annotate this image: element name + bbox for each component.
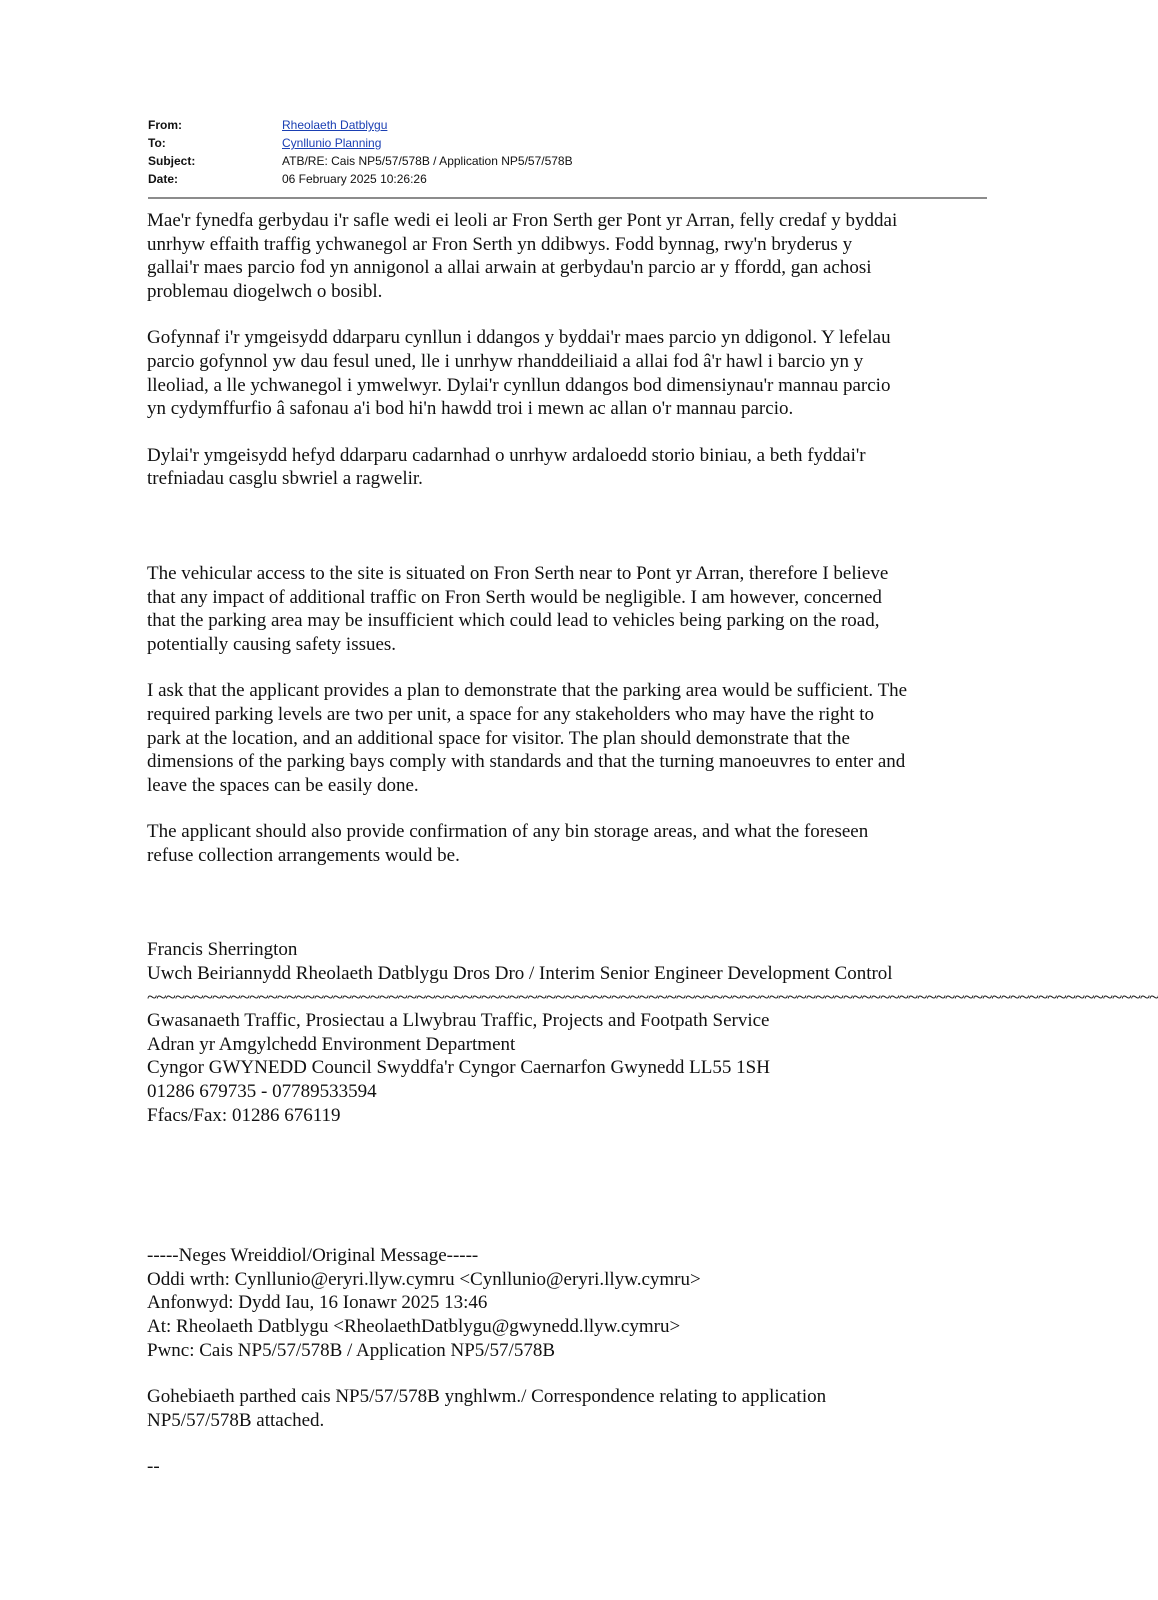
email-header [148, 116, 988, 188]
to-link[interactable]: Cynllunio Planning [282, 136, 382, 150]
signature-name: Francis Sherrington [147, 939, 298, 961]
english-paragraph-3: The applicant should also provide confirmation of any bin storage areas, and what the foreseen refuse collection arrangements would be. [147, 821, 869, 866]
signature-title: Uwch Beiriannydd Rheolaeth Datblygu Dros Dro / Interim Senior Engineer Development Control [147, 963, 893, 985]
to-row [148, 134, 988, 152]
original-subject: Pwnc: Cais NP5/57/578B / Application NP5/57/578B [147, 1339, 555, 1361]
english-paragraph-1: The vehicular access to the site is situated on Fron Serth near to Pont yr Arran, therefore I believe that any impact of additional traffic on Fron Serth would be negligible. I am however, concerned that the parking area may be insufficient which could lead to vehicles being parking on the road, potentially causing safety issues. [147, 562, 889, 655]
signature-service: Gwasanaeth Traffic, Prosiectau a Llwybrau Traffic, Projects and Footpath Service [147, 1010, 770, 1032]
date-value: 06 February 2025 10:26:26 [282, 172, 427, 186]
from-row [148, 116, 988, 134]
date-label: Date: [148, 172, 179, 186]
signature-council: Cyngor GWYNEDD Council Swyddfa'r Cyngor Caernarfon Gwynedd LL55 1SH [147, 1057, 770, 1079]
signature-phone: 01286 679735 - 07789533594 [147, 1081, 377, 1103]
subject-value: ATB/RE: Cais NP5/57/578B / Application NP5/57/578B [282, 154, 573, 168]
signature-department: Adran yr Amgylchedd Environment Department [147, 1033, 516, 1055]
original-body: Gohebiaeth parthed cais NP5/57/578B ynghlwm./ Correspondence relating to application NP5/57/578B attached. [147, 1386, 827, 1431]
date-row [148, 170, 988, 188]
email-body [147, 209, 1158, 1479]
subject-label: Subject: [148, 154, 196, 168]
signature-divider: ~~~~~~~~~~~~~~~~~~~~~~~~~~~~~~~~~~~~~~~~~~~~~~~~~~~~~~~~~~~~~~~~~~~~~~~~~~~~~~~~~~~~~~~~~~~~~~~~~~~~~~~~~~~~~ [147, 986, 1158, 1008]
welsh-paragraph-1: Mae'r fynedfa gerbydau i'r safle wedi ei leoli ar Fron Serth ger Pont yr Arran, felly credaf y byddai unrhyw effaith traffig ychwanegol ar Fron Serth yn ddibwys. Fodd bynnag, rwy'n bryderus y gallai'r maes parcio fod yn annigonol a allai arwain at gerbydau'n parcio ar y ffordd, gan achosi problemau diogelwch o bosibl. [147, 210, 898, 302]
from-link[interactable]: Rheolaeth Datblygu [282, 118, 388, 132]
welsh-paragraph-3: Dylai'r ymgeisydd hefyd ddarparu cadarnhad o unrhyw ardaloedd storio biniau, a beth fyddai'r trefniadau casglu sbwriel a ragwelir. [147, 444, 866, 490]
to-label: To: [148, 136, 166, 150]
signature-fax: Ffacs/Fax: 01286 676119 [147, 1104, 341, 1126]
original-to: At: Rheolaeth Datblygu <RheolaethDatblygu@gwynedd.llyw.cymru> [147, 1316, 681, 1337]
header-divider [148, 197, 987, 199]
original-message-heading: -----Neges Wreiddiol/Original Message----- [147, 1245, 479, 1267]
english-paragraph-2: I ask that the applicant provides a plan to demonstrate that the parking area would be sufficient. The required parking levels are two per unit, a space for any stakeholders who may have the right to park at the location, and an additional space for visitor. The plan should demonstrate that the dimensions of the parking bays comply with standards and that the turning manoeuvres to enter and leave the spaces can be easily done. [147, 680, 908, 796]
welsh-paragraph-2: Gofynnaf i'r ymgeisydd ddarparu cynllun i ddangos y byddai'r maes parcio yn ddigonol. Y lefelau parcio gofynnol yw dau fesul uned, lle i unrhyw rhanddeiliaid a allai fod â'r hawl i barcio yn y lleoliad, a lle ychwanegol i ymwelwyr. Dylai'r cynllun ddangos bod dimensiynau'r mannau parcio yn cydymffurfio â safonau a'i bod hi'n hawdd troi i mewn ac allan o'r mannau parcio. [147, 327, 891, 420]
subject-row [148, 152, 988, 170]
original-from: Oddi wrth: Cynllunio@eryri.llyw.cymru <Cynllunio@eryri.llyw.cymru> [147, 1268, 701, 1290]
original-sent: Anfonwyd: Dydd Iau, 16 Ionawr 2025 13:46 [147, 1292, 488, 1314]
from-label: From: [148, 118, 182, 132]
signature-separator: -- [147, 1456, 160, 1478]
